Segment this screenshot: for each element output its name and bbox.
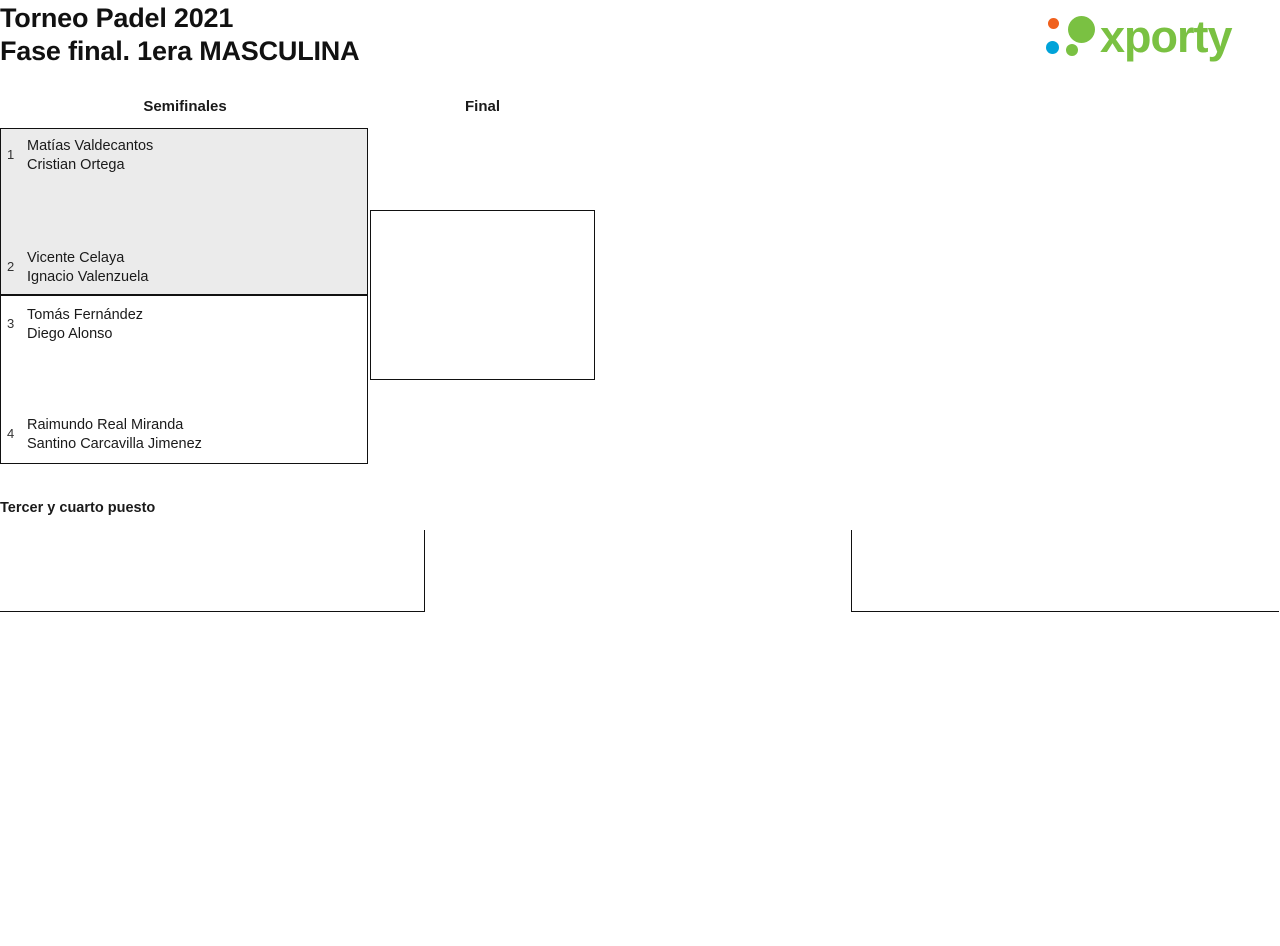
team-players xyxy=(397,217,594,219)
match-final[interactable] xyxy=(370,210,595,380)
team-seed: 2 xyxy=(7,259,15,274)
bracket-team[interactable] xyxy=(1,414,367,454)
player-name: Santino Carcavilla Jimenez xyxy=(27,436,202,452)
match-semifinal-1[interactable] xyxy=(0,128,368,295)
bracket-team[interactable] xyxy=(371,329,594,341)
match-semifinal-2[interactable] xyxy=(0,295,368,464)
team-players xyxy=(27,135,367,175)
team-players xyxy=(397,329,594,331)
team-seed xyxy=(377,329,397,341)
team-seed: 3 xyxy=(7,316,15,331)
team-players xyxy=(27,247,367,287)
tournament-phase: Fase final. 1era MASCULINA xyxy=(0,36,360,66)
round-heading-final: Final xyxy=(464,98,500,115)
third-place-match-left[interactable] xyxy=(0,530,425,612)
team-players xyxy=(27,304,367,344)
round-heading-semifinals: Semifinales xyxy=(143,98,227,115)
third-place-match-right[interactable] xyxy=(851,530,1279,612)
bracket-team[interactable] xyxy=(1,247,367,287)
player-name: Cristian Ortega xyxy=(27,157,125,173)
team-players xyxy=(27,414,367,454)
logo-wordmark: xporty xyxy=(1100,11,1232,62)
player-name: Tomás Fernández xyxy=(27,307,144,323)
team-seed xyxy=(377,217,397,229)
player-name: Matías Valdecantos xyxy=(27,138,154,154)
team-seed: 1 xyxy=(7,147,15,162)
player-name: Vicente Celaya xyxy=(27,250,125,266)
bracket-team[interactable] xyxy=(371,217,594,229)
third-place-heading: Tercer y cuarto puesto xyxy=(0,500,156,516)
player-name: Diego Alonso xyxy=(27,326,113,342)
tournament-name: Torneo Padel 2021 xyxy=(0,3,234,33)
player-name: Raimundo Real Miranda xyxy=(27,417,184,433)
bracket-team[interactable] xyxy=(1,304,367,344)
bracket-team[interactable] xyxy=(1,135,367,175)
player-name: Ignacio Valenzuela xyxy=(27,269,149,285)
team-seed: 4 xyxy=(7,426,15,441)
